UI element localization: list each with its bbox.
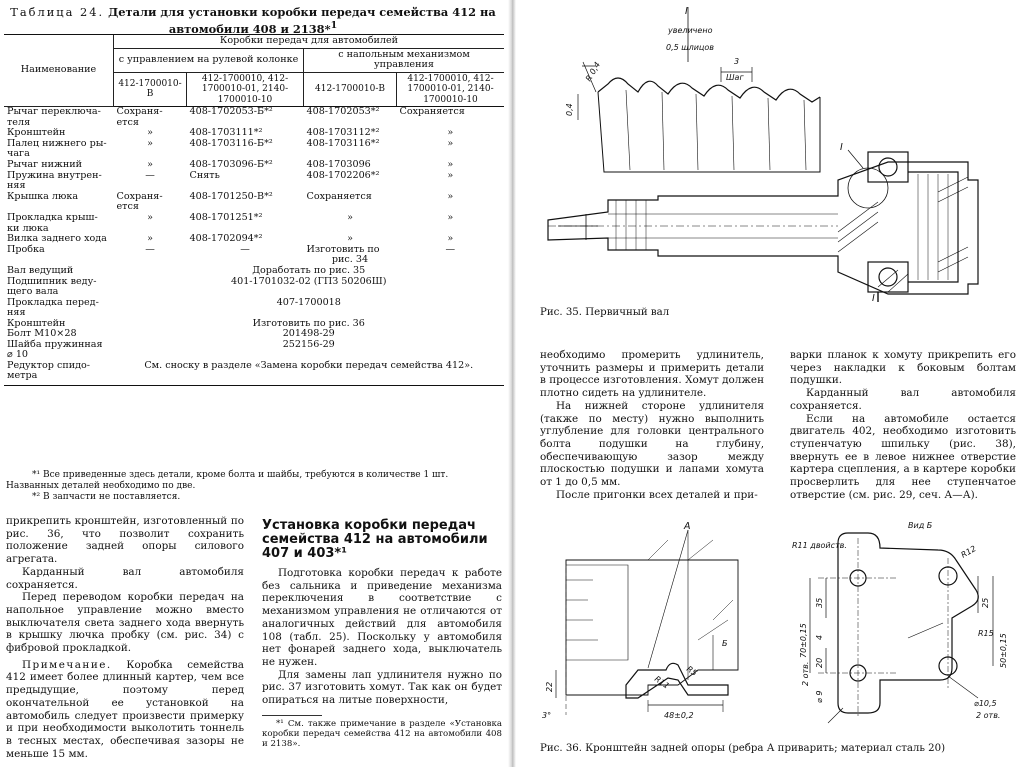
col-header-c3: 412-1700010-В — [304, 72, 397, 107]
table-row: Вал ведущий Доработать по рис. 35 — [7, 264, 366, 276]
fig36-d105: ⌀10,5 — [974, 699, 997, 708]
fig35-step-number: 3 — [734, 57, 740, 66]
paragraph: Карданный вал автомобиля сохраняется. — [790, 387, 1016, 412]
figure-35-caption: Рис. 35. Первичный вал — [540, 307, 670, 318]
table-row: рис. 34 — [331, 254, 369, 266]
table-footnotes — [6, 470, 502, 503]
col-header-c2: 412-1700010, 412-1700010-01, 2140-1700010-10 — [187, 72, 304, 107]
paragraph: После пригонки всех деталей и при- — [556, 488, 758, 501]
footnote-1: *¹ Все приведенные здесь детали, кроме болта и шайбы, требуются в количестве 1 шт. Названных деталей необходимо по две. — [6, 470, 449, 491]
fig36-d20: 20 — [815, 657, 824, 668]
table-row: Пробка — — Изготовить по — — [7, 243, 456, 255]
table-title-text: Детали для установки коробки передач семейства 412 на автомобили 408 и 2138* — [108, 5, 496, 36]
table-title — [6, 6, 500, 36]
table-row: Редуктор спидо- метра См. сноску в разделе «Замена коробки передач семейства 412». — [4, 361, 504, 386]
bracket-side-drawing — [538, 520, 778, 730]
fig35-step-label: Шаг — [726, 73, 744, 82]
paragraph: Подготовка коробки передач к работе без сальника и приведение механизма переключения в соответствие с механизмом управления не отличаются от аналогичных действий для автомобиля 108 (табл. 25). Поскольку у автомобиля нет фонарей заднего хода, выключатель не нужен. — [262, 567, 502, 668]
fig35-section-b-label: I — [872, 293, 875, 302]
fig36-r5: R5 — [684, 664, 699, 678]
bracket-view-b-drawing — [788, 518, 1018, 733]
paragraph: Для замены лап удлинителя нужно по рис. 37 изготовить хомут. Так как он будет опираться на литые поверхности, — [262, 668, 502, 707]
figure-36-view-b — [788, 518, 1018, 733]
paragraph: варки планок к хомуту прикрепить его через накладки к боковым болтам подушки. — [790, 349, 1016, 387]
note-label: Примечание. — [22, 658, 112, 671]
col-header-group: Коробки передач для автомобилей — [114, 35, 505, 49]
right-text-column-1 — [540, 349, 764, 501]
table-row: Вилка заднего хода » 408-1702094*² » » — [7, 233, 454, 245]
shaft-diagram — [538, 2, 1018, 302]
fig36-r12: R12 — [959, 544, 978, 560]
fig35-scale-label: увеличено — [668, 26, 713, 35]
table-row: Рычаг нижний » 408-1703096-Б*² 408-1703096 » — [7, 158, 454, 170]
fig36-d50: 50±0,15 — [999, 633, 1008, 668]
table-row: Шайба пружинная ⌀ 10 252156-29 — [7, 338, 335, 361]
col-header-name: Наименование — [4, 35, 114, 107]
fig36-r15: R15 — [978, 629, 994, 638]
fig36-view-b-label: Вид Б — [908, 521, 933, 530]
figure-36-side-view — [538, 520, 778, 730]
table-row: Пружина внутрен- — Снять 408-1702206*² » — [7, 169, 454, 181]
col-header-c1: 412-1700010-В — [114, 72, 187, 107]
figure-35-drawing — [538, 2, 1018, 302]
paragraph: необходимо промерить удлинитель, уточнить размеры и примерить детали в процессе изготовления. Хомут должен плотно сидеть на удлинителе. — [540, 349, 764, 400]
table-row: ется — [116, 201, 139, 213]
fig35-section-label: I — [685, 6, 688, 17]
note-text: Коробка семейства 412 имеет более длинный картер, чем все предыдущие, поэтому перед окончательной ее установкой на автомобиль следует произвести примерку и при необходимости выколотить тоннель в тесных местах, обеспечивая зазоры не меньше 15 мм. — [6, 658, 244, 760]
table-title-mark: 1 — [330, 20, 338, 31]
fig36-r11: R11 — [652, 674, 671, 691]
col-header-steering: с управлением на рулевой колонке — [114, 48, 304, 72]
table-row: Кронштейн Изготовить по рис. 36 — [7, 317, 365, 329]
fig36-r11-double: R11 двойств. — [792, 541, 847, 550]
section-heading: Установка коробки передач семейства 412 на автомобили 407 и 403*¹ — [262, 518, 488, 561]
fig36-two-holes-left: 2 отв. — [801, 661, 810, 686]
paragraph: Карданный вал автомобиля сохраняется. — [6, 565, 244, 591]
paragraph: На нижней стороне удлинителя (также по месту) нужно выполнить углубление для головки центрального болта подушки на глубину, обеспечивающую зазор между плоскостью подушки и лапами хомута от 1 до 0,5 мм. — [540, 399, 764, 489]
right-page — [518, 0, 1024, 767]
fig36-d22: 22 — [545, 681, 554, 692]
paragraph: прикрепить кронштейн, изготовленный по рис. 36, что позволит сохранить положение задней опоры силового агрегата. — [6, 515, 244, 566]
table-label: Таблица 24. — [10, 5, 105, 19]
table-row: Рычаг переключа- Сохраня- 408-1702053-Б*² 408-1702053*² Сохраняется — [7, 106, 465, 117]
table-row: Крышка люка Сохраня- 408-1701250-В*² Сохраняется » — [7, 190, 454, 202]
fig36-d25: 25 — [981, 597, 990, 608]
fig35-callout-label: I — [840, 142, 843, 153]
col-header-c4: 412-1700010, 412-1700010-01, 2140-1700010-10 — [397, 72, 505, 107]
fig36-two-holes-right: 2 отв. — [976, 711, 1001, 720]
book-gutter — [508, 0, 516, 767]
table-row: Прокладка перед- няя 407-1700018 — [7, 296, 341, 318]
fig36-d70: 70±0,15 — [799, 623, 808, 658]
fig35-depth-label: 0,4 — [565, 103, 574, 116]
table-row: Болт М10×28 201498-29 — [7, 328, 335, 340]
left-text-column-2 — [262, 519, 502, 749]
note-paragraph — [6, 659, 244, 761]
fig35-chamfer-label: 0,5 шлицов — [666, 43, 714, 52]
fig36-d4: 4 — [815, 634, 824, 640]
fig36-angle: 3° — [542, 711, 552, 720]
fig36-d48: 48±0,2 — [664, 711, 694, 720]
table-row: Подшипник веду- щего вала 401-1701032-02 (ГПЗ 50206Ш) — [7, 275, 387, 297]
table-row: ки люка — [7, 222, 49, 234]
left-page — [0, 0, 505, 767]
parts-table — [4, 34, 504, 386]
table-row: Прокладка крыш- » 408-1701251*² » » — [7, 211, 454, 223]
fig36-d9: ⌀ 9 — [815, 690, 824, 703]
table-row: Кронштейн » 408-1703111*² 408-1703112*² » — [7, 127, 454, 139]
right-text-column-2 — [790, 349, 1016, 501]
table-row: чага — [7, 148, 30, 160]
fig36-letter-b: Б — [722, 639, 728, 648]
fig36-letter-a: А — [684, 521, 691, 532]
table-row: Палец нижнего ры- » 408-1703116-Б*² 408-1703116*² » — [7, 137, 454, 149]
col-header-floor: с напольным механизмом управления — [304, 48, 505, 72]
table-row: няя — [7, 180, 26, 192]
fig35-radius-label: R 0,4 — [583, 60, 603, 83]
left-text-column-1 — [6, 515, 244, 760]
footnote-2: *² В запчасти не поставляется. — [32, 492, 181, 502]
paragraph: Перед переводом коробки передач на напольное управление можно вместо выключателя света заднего хода ввернуть в крышку лючка пробку (см. рис. 34) с фибровой прокладкой. — [6, 591, 244, 655]
table-row: теля ется — [7, 116, 139, 128]
column-footnote: *¹ См. также примечание в разделе «Установка коробки передач семейства 412 на автомобили 408 и 2138». — [262, 718, 502, 749]
fig36-d35: 35 — [815, 597, 824, 608]
figure-36-caption: Рис. 36. Кронштейн задней опоры (ребра А приварить; материал сталь 20) — [540, 743, 946, 754]
paragraph: Если на автомобиле остается двигатель 402, необходимо изготовить ступенчатую шпильку (рис. 38), ввернуть ее в левое нижнее отверстие картера сцепления, а в картере коробки просверлить для нее ступенчатое отверстие (см. рис. 29, сеч. А—А). — [790, 412, 1016, 501]
